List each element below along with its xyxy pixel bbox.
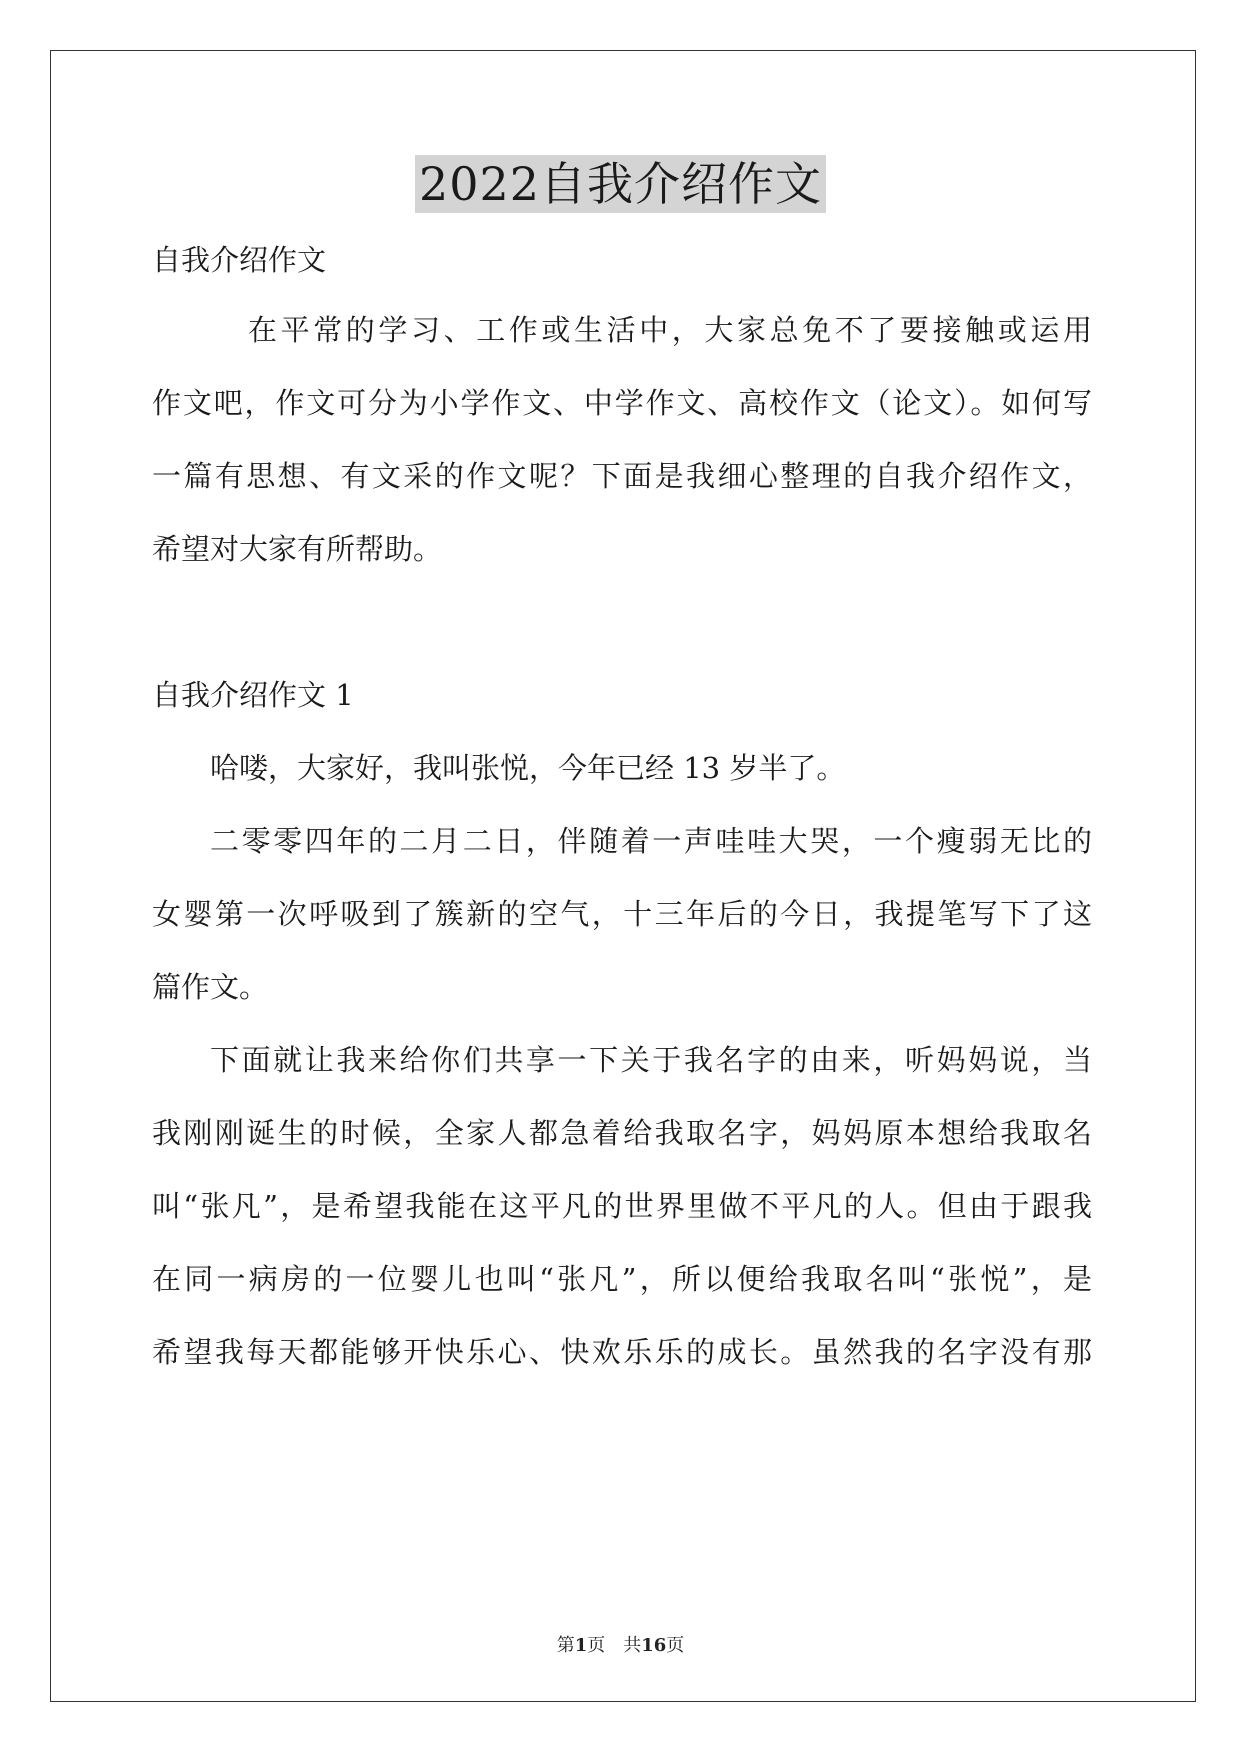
page-footer	[0, 1634, 1241, 1658]
essay-line: 我刚刚诞生的时候，全家人都急着给我取名字，妈妈原本想给我取名	[152, 1116, 1092, 1150]
essay-line: 叫“张凡”，是希望我能在这平凡的世界里做不平凡的人。但由于跟我	[152, 1189, 1092, 1223]
essay-line: 二零零四年的二月二日，伴随着一声哇哇大哭，一个瘦弱无比的	[210, 824, 1092, 858]
essay-line: 篇作文。	[152, 970, 269, 1004]
footer-middle: 页 共	[587, 1635, 642, 1656]
page-border	[50, 50, 1196, 1702]
section-heading: 自我介绍作文	[152, 243, 327, 277]
essay-line: 希望我每天都能够开快乐心、快欢乐乐的成长。虽然我的名字没有那	[152, 1335, 1092, 1369]
footer-prefix: 第	[556, 1635, 575, 1656]
essay-heading: 自我介绍作文 1	[152, 678, 354, 712]
intro-line: 作文吧，作文可分为小学作文、中学作文、高校作文（论文）。如何写	[152, 386, 1092, 420]
total-pages-number: 16	[641, 1635, 667, 1656]
intro-line: 希望对大家有所帮助。	[152, 532, 443, 566]
title-container	[0, 155, 1241, 213]
essay-line: 在同一病房的一位婴儿也叫“张凡”，所以便给我取名叫“张悦”，是	[152, 1262, 1092, 1296]
document-title[interactable]: 2022自我介绍作文	[415, 155, 826, 213]
footer-suffix: 页	[666, 1635, 685, 1656]
intro-line: 在平常的学习、工作或生活中，大家总免不了要接触或运用	[248, 313, 1092, 347]
essay-line: 下面就让我来给你们共享一下关于我名字的由来，听妈妈说，当	[210, 1043, 1092, 1077]
essay-line: 女婴第一次呼吸到了簇新的空气，十三年后的今日，我提笔写下了这	[152, 897, 1092, 931]
intro-line: 一篇有思想、有文采的作文呢？下面是我细心整理的自我介绍作文，	[152, 459, 1092, 493]
essay-line: 哈喽，大家好，我叫张悦，今年已经 13 岁半了。	[210, 751, 846, 785]
current-page-number: 1	[574, 1635, 588, 1656]
